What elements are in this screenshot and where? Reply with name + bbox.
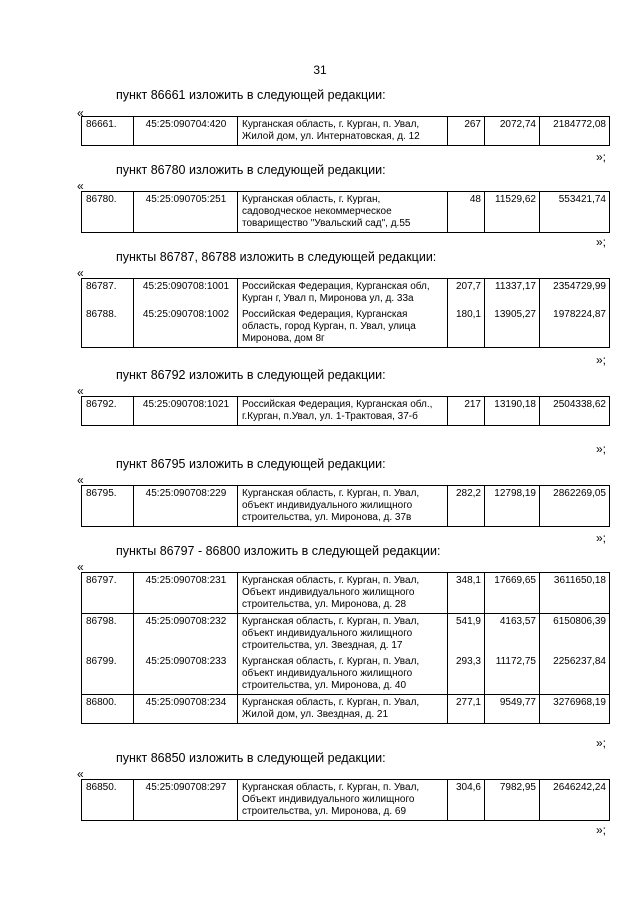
unit-price: 13190,18 [485,397,540,426]
cadastral-value: 2354729,99 [540,279,610,308]
row-number: 86661. [82,117,134,146]
address: Курганская область, г. Курган, п. Увал, Жилой дом, ул. Звездная, д. 21 [238,695,448,724]
registry-table [81,396,610,426]
table-row [82,486,610,527]
unit-price: 11337,17 [485,279,540,308]
table-row [82,279,610,308]
cadastral-value: 2256237,84 [540,654,610,695]
cadastral-value: 2504338,62 [540,397,610,426]
cadastral-number: 45:25:090705:251 [134,192,238,233]
table-row [82,573,610,614]
close-quote: »; [596,353,607,367]
table-row [82,780,610,821]
address: Курганская область, г. Курган, п. Увал, объект индивидуального жилищного строительства, ул. Миронова, д. 37в [238,486,448,527]
cadastral-value: 2862269,05 [540,486,610,527]
cadastral-value: 3611650,18 [540,573,610,614]
cadastral-number: 45:25:090708:297 [134,780,238,821]
area: 267 [448,117,485,146]
registry-table [81,485,610,527]
open-quote: « [77,473,84,487]
unit-price: 9549,77 [485,695,540,724]
area: 207,7 [448,279,485,308]
unit-price: 11529,62 [485,192,540,233]
row-number: 86788. [82,307,134,348]
row-number: 86799. [82,654,134,695]
open-quote: « [77,106,84,120]
registry-table [81,191,610,233]
registry-table [81,116,610,146]
row-number: 86800. [82,695,134,724]
address: Курганская область, г. Курган, п. Увал, Жилой дом, ул. Интернатовская, д. 12 [238,117,448,146]
table-row [82,117,610,146]
open-quote: « [77,384,84,398]
address: Курганская область, г. Курган, п. Увал, объект индивидуального жилищного строительства, ул. Миронова, д. 40 [238,654,448,695]
open-quote: « [77,266,84,280]
address: Курганская область, г. Курган, п. Увал, Объект индивидуального жилищного строительства, ул. Миронова, д. 28 [238,573,448,614]
cadastral-value: 6150806,39 [540,614,610,655]
close-quote: »; [596,823,607,837]
cadastral-number: 45:25:090708:1002 [134,307,238,348]
area: 277,1 [448,695,485,724]
area: 48 [448,192,485,233]
cadastral-number: 45:25:090708:234 [134,695,238,724]
section-heading: пункт 86780 изложить в следующей редакции: [116,163,386,177]
unit-price: 17669,65 [485,573,540,614]
address: Российская Федерация, Курганская обл., г.Курган, п.Увал, ул. 1-Трактовая, 37-б [238,397,448,426]
close-quote: »; [596,531,607,545]
row-number: 86798. [82,614,134,655]
cadastral-number: 45:25:090708:1001 [134,279,238,308]
area: 282,2 [448,486,485,527]
cadastral-value: 3276968,19 [540,695,610,724]
cadastral-number: 45:25:090708:1021 [134,397,238,426]
cadastral-value: 1978224,87 [540,307,610,348]
cadastral-value: 2646242,24 [540,780,610,821]
section-heading: пункт 86661 изложить в следующей редакции: [116,88,386,102]
area: 304,6 [448,780,485,821]
cadastral-number: 45:25:090704:420 [134,117,238,146]
page-number: 31 [313,63,327,77]
area: 180,1 [448,307,485,348]
close-quote: »; [596,736,607,750]
unit-price: 2072,74 [485,117,540,146]
address: Курганская область, г. Курган, п. Увал, объект индивидуального жилищного строительства, ул. Звездная, д. 17 [238,614,448,655]
area: 293,3 [448,654,485,695]
section-heading: пункт 86795 изложить в следующей редакции: [116,457,386,471]
cadastral-number: 45:25:090708:232 [134,614,238,655]
cadastral-value: 553421,74 [540,192,610,233]
section-heading: пункт 86792 изложить в следующей редакции: [116,368,386,382]
registry-table [81,278,610,348]
row-number: 86787. [82,279,134,308]
close-quote: »; [596,442,607,456]
address: Российская Федерация, Курганская область, город Курган, п. Увал, улица Миронова, дом 8г [238,307,448,348]
area: 217 [448,397,485,426]
close-quote: »; [596,150,607,164]
table-row [82,654,610,695]
open-quote: « [77,560,84,574]
section-heading: пункт 86850 изложить в следующей редакции: [116,751,386,765]
cadastral-value: 2184772,08 [540,117,610,146]
table-row [82,397,610,426]
open-quote: « [77,767,84,781]
unit-price: 13905,27 [485,307,540,348]
table-row [82,307,610,348]
registry-table [81,779,610,821]
unit-price: 4163,57 [485,614,540,655]
registry-table [81,572,610,724]
row-number: 86780. [82,192,134,233]
unit-price: 12798,19 [485,486,540,527]
address: Курганская область, г. Курган, п. Увал, Объект индивидуального жилищного строительства, ул. Миронова, д. 69 [238,780,448,821]
area: 541,9 [448,614,485,655]
section-heading: пункты 86787, 86788 изложить в следующей редакции: [116,250,437,264]
address: Российская Федерация, Курганская обл, Курган г, Увал п, Миронова ул, д. 33а [238,279,448,308]
cadastral-number: 45:25:090708:233 [134,654,238,695]
unit-price: 11172,75 [485,654,540,695]
table-row [82,614,610,655]
close-quote: »; [596,235,607,249]
unit-price: 7982,95 [485,780,540,821]
table-row [82,192,610,233]
address: Курганская область, г. Курган, садоводческое некоммерческое товарищество "Увальский сад", д.55 [238,192,448,233]
section-heading: пункты 86797 - 86800 изложить в следующей редакции: [116,544,441,558]
cadastral-number: 45:25:090708:229 [134,486,238,527]
row-number: 86850. [82,780,134,821]
area: 348,1 [448,573,485,614]
row-number: 86797. [82,573,134,614]
table-row [82,695,610,724]
cadastral-number: 45:25:090708:231 [134,573,238,614]
open-quote: « [77,179,84,193]
row-number: 86792. [82,397,134,426]
row-number: 86795. [82,486,134,527]
